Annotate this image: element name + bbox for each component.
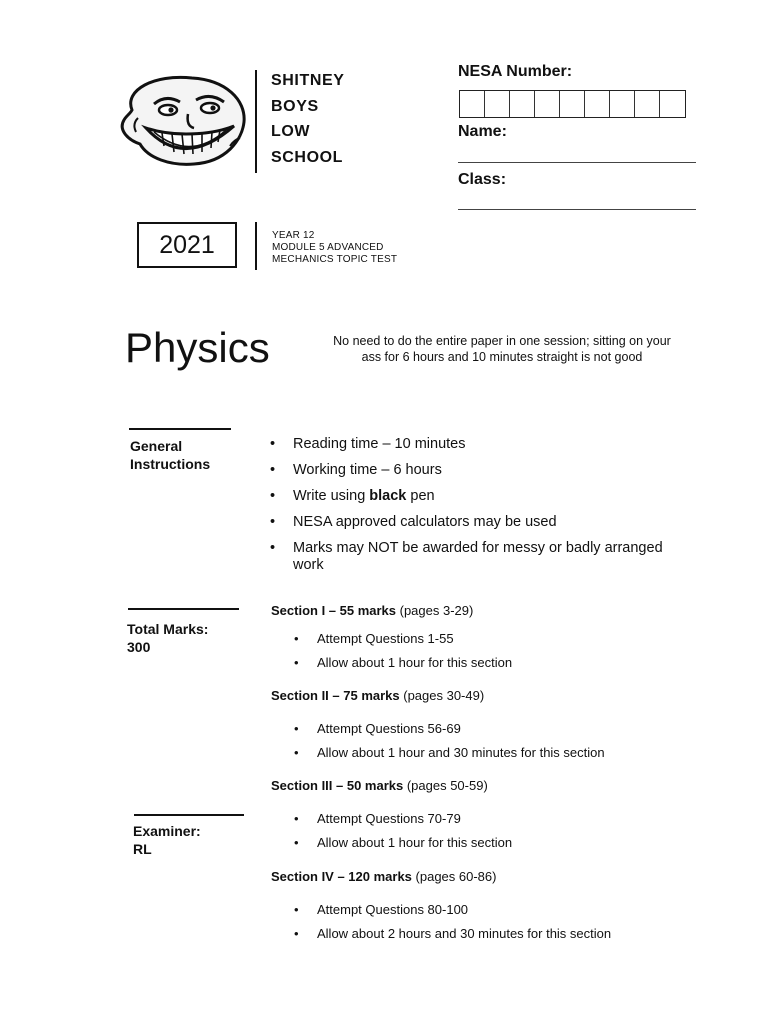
section-4-list — [317, 902, 677, 950]
general-instructions-label-line-2: Instructions — [130, 456, 211, 472]
section-pages: (pages 3-29) — [396, 603, 474, 618]
section-2-list — [317, 721, 677, 769]
total-marks-label-line-1: Total Marks: — [127, 621, 209, 637]
section-title: Section II – 75 marks — [271, 688, 400, 703]
section-1-list — [317, 631, 677, 679]
list-item: • Reading time – 10 minutes — [293, 436, 673, 453]
school-name-line-3: LOW — [271, 123, 311, 140]
list-item: • Attempt Questions 80-100 — [317, 902, 677, 918]
section-4-heading — [271, 869, 496, 885]
module-line-3: MECHANICS TOPIC TEST — [272, 254, 398, 265]
nesa-digit-box[interactable] — [635, 91, 660, 117]
school-name-line-1: SHITNEY — [271, 72, 345, 89]
name-field-line[interactable] — [458, 162, 696, 163]
nesa-digit-box[interactable] — [560, 91, 585, 117]
list-item: • Allow about 2 hours and 30 minutes for this section — [317, 926, 677, 942]
list-item: • Allow about 1 hour for this section — [317, 835, 677, 851]
total-marks-label — [127, 620, 208, 656]
nesa-number-label: NESA Number: — [458, 63, 573, 80]
list-item: • Attempt Questions 1-55 — [317, 631, 677, 647]
section-2-heading — [271, 688, 484, 704]
section-1-heading — [271, 603, 473, 619]
nesa-digit-box[interactable] — [485, 91, 510, 117]
nesa-digit-box[interactable] — [660, 91, 685, 117]
module-line-2: MODULE 5 ADVANCED — [272, 242, 384, 253]
nesa-digit-box[interactable] — [510, 91, 535, 117]
module-line-1: YEAR 12 — [272, 230, 315, 241]
exam-year: 2021 — [159, 230, 215, 259]
examiner-label-line-1: Examiner: — [133, 823, 201, 839]
section-title: Section III – 50 marks — [271, 778, 404, 793]
school-name-line-2: BOYS — [271, 98, 319, 115]
header-divider — [255, 70, 257, 173]
school-name-line-4: SCHOOL — [271, 149, 344, 166]
subject-title: Physics — [125, 324, 270, 371]
section-title: Section IV – 120 marks — [271, 869, 412, 884]
class-label: Class: — [458, 171, 507, 188]
nesa-digit-box[interactable] — [610, 91, 635, 117]
general-instructions-label — [130, 437, 210, 473]
nesa-digit-box[interactable] — [585, 91, 610, 117]
list-item: • NESA approved calculators may be used — [293, 514, 673, 531]
name-label: Name: — [458, 123, 507, 140]
list-item — [293, 488, 673, 505]
section-pages: (pages 50-59) — [403, 778, 488, 793]
list-item: • Working time – 6 hours — [293, 462, 673, 479]
list-item: • Marks may NOT be awarded for messy or badly arranged work — [293, 540, 673, 574]
trollface-logo — [114, 70, 254, 170]
list-item: • Attempt Questions 70-79 — [317, 811, 677, 827]
examiner-rule — [134, 814, 244, 816]
nesa-number-boxes[interactable] — [459, 90, 686, 118]
list-item-bold: black — [369, 488, 407, 504]
nesa-digit-box[interactable] — [460, 91, 485, 117]
list-item-text: Write using — [293, 488, 370, 504]
class-field-line[interactable] — [458, 209, 696, 210]
list-item: • Allow about 1 hour for this section — [317, 655, 677, 671]
examiner-value: RL — [133, 841, 152, 857]
session-note: No need to do the entire paper in one session; sitting on your ass for 6 hours and 10 minutes straight is not good — [333, 334, 671, 364]
general-instructions-rule — [129, 428, 231, 430]
nesa-digit-box[interactable] — [535, 91, 560, 117]
section-3-heading — [271, 778, 488, 794]
general-instructions-label-line-1: General — [130, 438, 183, 454]
section-pages: (pages 60-86) — [411, 869, 497, 884]
general-instructions-list — [293, 436, 673, 583]
section-pages: (pages 30-49) — [399, 688, 485, 703]
list-item: • Attempt Questions 56-69 — [317, 721, 677, 737]
exam-year-box — [137, 222, 237, 268]
total-marks-rule — [128, 608, 239, 610]
examiner-label — [133, 822, 201, 858]
total-marks-value: 300 — [127, 639, 151, 655]
list-item-text: pen — [406, 488, 435, 504]
section-title: Section I – 55 marks — [271, 603, 397, 618]
section-3-list — [317, 811, 677, 859]
module-divider — [255, 222, 257, 270]
list-item: • Allow about 1 hour and 30 minutes for this section — [317, 745, 677, 761]
